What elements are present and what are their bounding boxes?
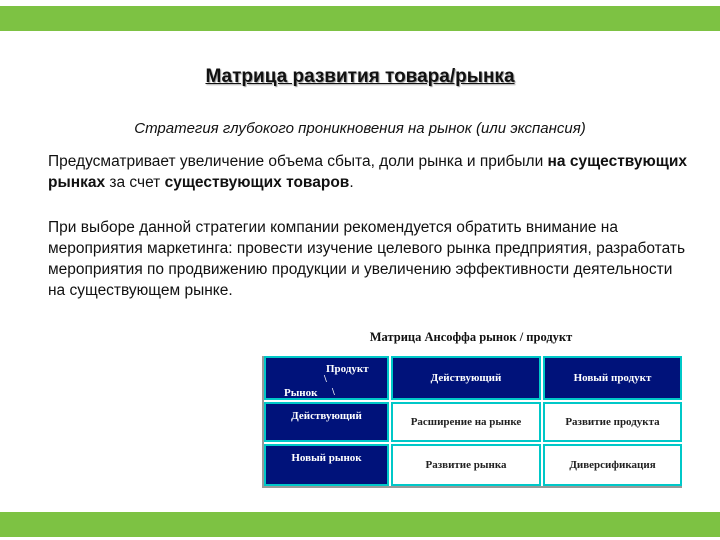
matrix-corner-cell xyxy=(264,356,389,400)
cell-market-penetration xyxy=(391,402,541,442)
emphasis-existing-markets: на существующих рынках xyxy=(48,153,688,191)
corner-label-market: Рынок xyxy=(284,387,318,399)
cell-market-penetration-label: Расширение на рынке xyxy=(410,416,522,428)
top-accent-bar xyxy=(0,6,720,31)
text-segment: за счет xyxy=(105,174,165,191)
col-header-existing-label: Действующий xyxy=(430,372,502,384)
text-segment: . xyxy=(349,174,354,191)
strategy-subtitle: Стратегия глубокого проникновения на рынок (или экспансия) xyxy=(134,120,586,137)
col-header-existing xyxy=(391,356,541,400)
cell-product-development-label: Развитие продукта xyxy=(565,416,660,428)
diagonal-mark: \ xyxy=(332,387,335,398)
cell-market-development xyxy=(391,444,541,486)
cell-market-development-label: Развитие рынка xyxy=(425,459,507,471)
matrix-title: Матрица Ансоффа рынок / продукт xyxy=(369,330,573,344)
row-header-new-market xyxy=(264,444,389,486)
col-header-new-product xyxy=(543,356,682,400)
row-header-new-market-label: Новый рынок xyxy=(291,452,362,464)
ansoff-matrix xyxy=(262,356,682,488)
page-title: Матрица развития товара/рынка xyxy=(205,66,515,87)
diagonal-mark: \ xyxy=(324,374,327,385)
cell-product-development xyxy=(543,402,682,442)
emphasis-existing-products: существующих товаров xyxy=(164,174,350,191)
text-segment: Предусматривает увеличение объема сбыта, доли рынка и прибыли xyxy=(48,153,548,170)
paragraph-recommendation: При выборе данной стратегии компании рекомендуется обратить внимание на мероприятия маркетинга: провести изучение целевого рынка предприятия, разработать мероприятия по продвижению продукции и увеличению эффективности деятельности на существующем рынке. xyxy=(48,219,686,299)
cell-diversification xyxy=(543,444,682,486)
row-header-existing-label: Действующий xyxy=(291,410,362,422)
row-header-existing xyxy=(264,402,389,442)
corner-label-product: Продукт xyxy=(326,363,369,375)
bottom-accent-bar xyxy=(0,512,720,537)
col-header-new-product-label: Новый продукт xyxy=(573,372,652,384)
cell-diversification-label: Диверсификация xyxy=(569,459,656,471)
paragraph-description xyxy=(48,151,688,193)
